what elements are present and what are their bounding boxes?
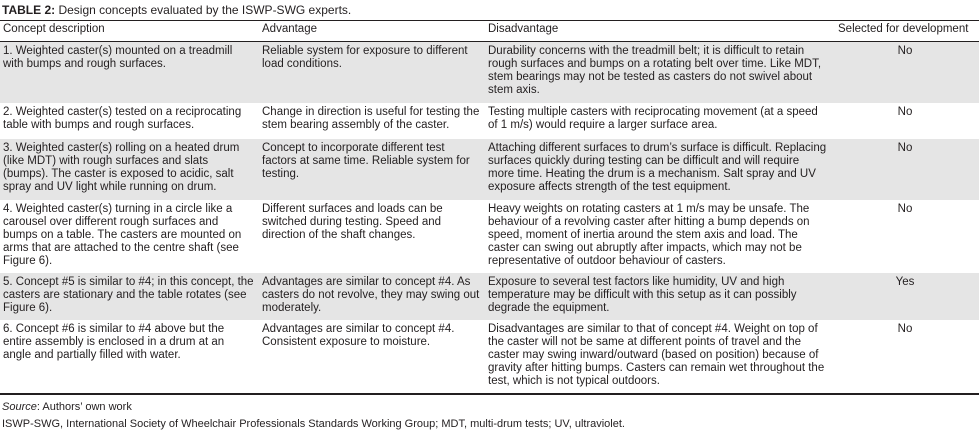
table-title: Design concepts evaluated by the ISWP-SWG experts. bbox=[55, 3, 352, 17]
advantage-cell: Change in direction is useful for testing the stem bearing assembly of the caster. bbox=[259, 103, 485, 139]
selected-cell: Yes bbox=[832, 273, 979, 320]
source-note bbox=[2, 401, 132, 414]
abbreviations-note: ISWP-SWG, International Society of Wheelchair Professionals Standards Working Group; MDT, multi-drum tests; UV, ultraviolet. bbox=[2, 418, 625, 430]
source-text: : Authors’ own work bbox=[36, 401, 132, 413]
disadvantage-cell: Durability concerns with the treadmill belt; it is difficult to retain rough surfaces and bumps on a rotating belt over time. Like MDT, stem bearings may not be tested as casters do not swivel about stem axis. bbox=[485, 42, 832, 103]
header-concept: Concept description bbox=[3, 23, 105, 35]
concept-cell: 3. Weighted caster(s) rolling on a heated drum (like MDT) with rough surfaces and slats (bumps). The caster is exposed to acidic, salt spray and UV light while running on drum. bbox=[0, 139, 259, 200]
table-caption bbox=[2, 3, 351, 18]
table-header bbox=[0, 21, 979, 42]
table-row bbox=[0, 139, 979, 200]
bottom-rule bbox=[0, 393, 979, 395]
table-number: TABLE 2: bbox=[2, 3, 56, 17]
concept-cell: 5. Concept #5 is similar to #4; in this concept, the casters are stationary and the table rotates (see Figure 6). bbox=[0, 273, 259, 320]
selected-cell: No bbox=[832, 139, 979, 200]
selected-cell: No bbox=[832, 103, 979, 139]
advantage-cell: Advantages are similar to concept #4. Consistent exposure to moisture. bbox=[259, 320, 485, 388]
selected-cell: No bbox=[832, 42, 979, 103]
source-label: Source bbox=[2, 401, 37, 413]
selected-cell: No bbox=[832, 320, 979, 388]
header-row bbox=[0, 21, 979, 42]
table-row bbox=[0, 42, 979, 103]
advantage-cell: Different surfaces and loads can be switched during testing. Speed and direction of the shaft changes. bbox=[259, 200, 485, 273]
concept-cell: 6. Concept #6 is similar to #4 above but the entire assembly is enclosed in a drum at an angle and partially filled with water. bbox=[0, 320, 259, 388]
concept-cell: 2. Weighted caster(s) tested on a reciprocating table with bumps and rough surfaces. bbox=[0, 103, 259, 139]
table-row bbox=[0, 200, 979, 273]
table-row bbox=[0, 103, 979, 139]
concepts-table bbox=[0, 21, 979, 388]
header-selected: Selected for development bbox=[838, 23, 969, 35]
disadvantage-cell: Exposure to several test factors like humidity, UV and high temperature may be difficult with this setup as it can possibly degrade the equipment. bbox=[485, 273, 832, 320]
disadvantage-cell: Heavy weights on rotating casters at 1 m/s may be unsafe. The behaviour of a revolving caster after hitting a bump depends on speed, moment of inertia around the stem axis and load. The caster can swing out abruptly after impacts, which may not be representative of outdoor behaviour of casters. bbox=[485, 200, 832, 273]
disadvantage-cell: Disadvantages are similar to that of concept #4. Weight on top of the caster will not be same at different points of travel and the caster may swing inward/outward (based on position) because of gravity after hitting bumps. Casters can remain wet throughout the test, which is not typical outdoors. bbox=[485, 320, 832, 388]
header-advantage: Advantage bbox=[262, 23, 317, 35]
concept-cell: 4. Weighted caster(s) turning in a circle like a carousel over different rough surfaces and bumps on a table. The casters are mounted on arms that are attached to the centre shaft (see Figure 6). bbox=[0, 200, 259, 273]
table-row bbox=[0, 320, 979, 388]
advantage-cell: Reliable system for exposure to different load conditions. bbox=[259, 42, 485, 103]
selected-cell: No bbox=[832, 200, 979, 273]
disadvantage-cell: Attaching different surfaces to drum’s surface is difficult. Replacing surfaces quickly during testing can be difficult and will require more time. Heating the drum is a mechanism. Salt spray and UV exposure affects strength of the test equipment. bbox=[485, 139, 832, 200]
advantage-cell: Concept to incorporate different test factors at same time. Reliable system for testing. bbox=[259, 139, 485, 200]
table-row bbox=[0, 273, 979, 320]
concept-cell: 1. Weighted caster(s) mounted on a treadmill with bumps and rough surfaces. bbox=[0, 42, 259, 103]
header-rule bbox=[0, 41, 979, 42]
table-body bbox=[0, 42, 979, 388]
disadvantage-cell: Testing multiple casters with reciprocating movement (at a speed of 1 m/s) would require a larger surface area. bbox=[485, 103, 832, 139]
advantage-cell: Advantages are similar to concept #4. As casters do not revolve, they may swing out moderately. bbox=[259, 273, 485, 320]
header-disadvantage: Disadvantage bbox=[488, 23, 559, 35]
